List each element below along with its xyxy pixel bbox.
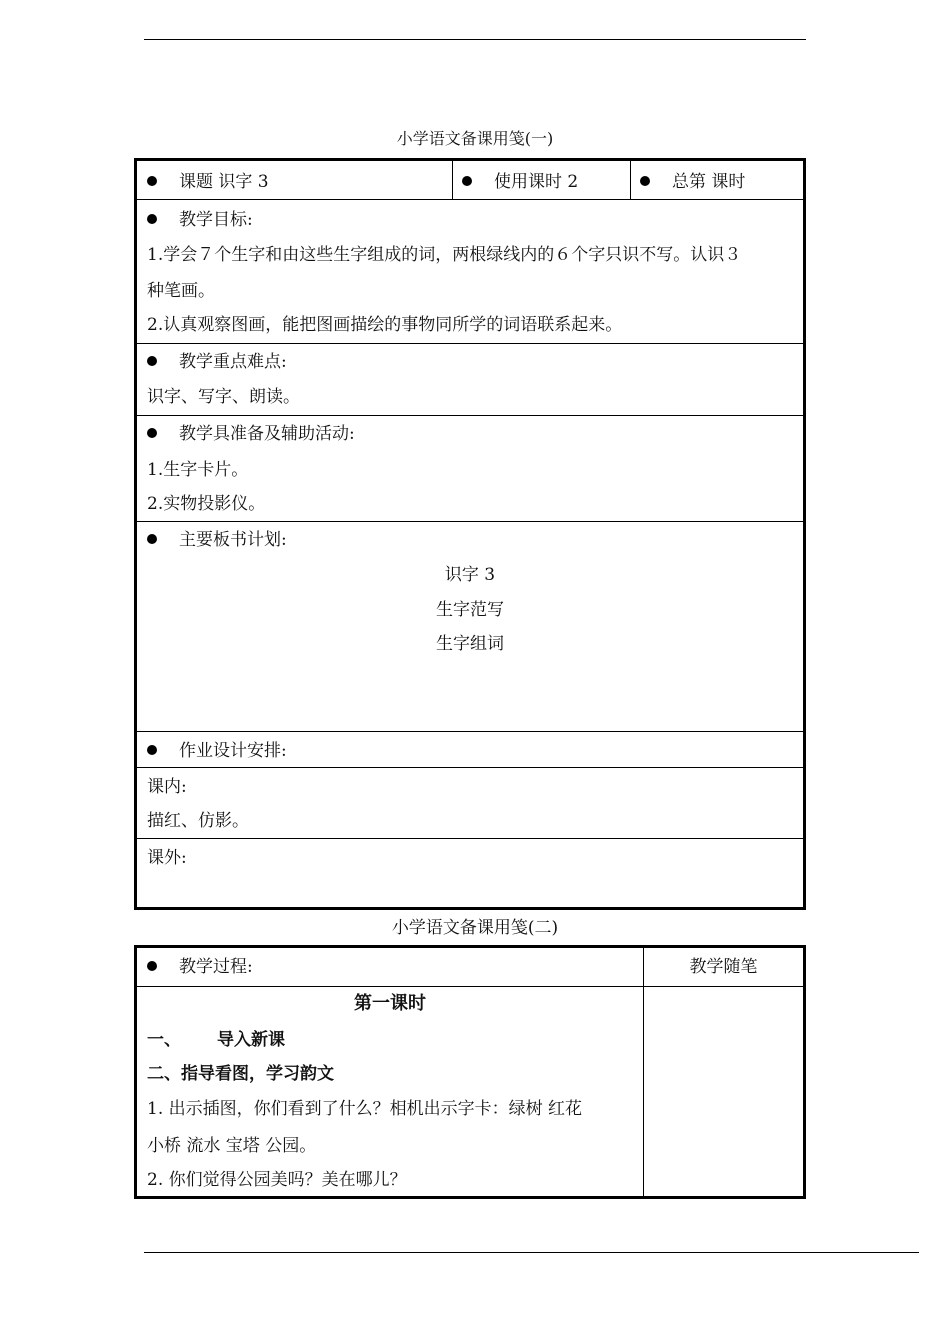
process-header-row <box>137 948 803 986</box>
preparation-section <box>137 415 803 521</box>
bullet-icon <box>147 356 157 366</box>
process-line: 2. 你们觉得公园美吗？美在哪儿？ <box>147 1170 407 1190</box>
page-caption-2: 小学语文备课用笺(二) <box>391 918 559 938</box>
notes-heading: 教学随笔 <box>689 957 758 977</box>
total-hours-label: 总第 课时 <box>672 172 746 192</box>
board-line: 生字组词 <box>436 634 504 654</box>
step-two-heading: 二、指导看图，学习韵文 <box>147 1064 334 1084</box>
bullet-icon <box>147 214 157 224</box>
footer-rule <box>144 1252 919 1253</box>
preparation-item: 2.实物投影仪。 <box>147 494 266 514</box>
out-class-label: 课外: <box>147 848 187 868</box>
process-body <box>137 986 803 1196</box>
preparation-item: 1.生字卡片。 <box>147 460 249 480</box>
lesson-title-label: 课题 识字 3 <box>179 172 269 192</box>
process-line: 小桥 流水 宝塔 公园。 <box>147 1136 317 1156</box>
class-hours-label: 使用课时 2 <box>494 172 579 192</box>
process-line: 1. 出示插图，你们看到了什么？相机出示字卡：绿树 红花 <box>147 1099 583 1119</box>
goal-line: 2.认真观察图画，能把图画描绘的事物同所学的词语联系起来。 <box>147 315 623 335</box>
key-points-heading: 教学重点难点: <box>179 352 287 372</box>
board-plan-section <box>137 521 803 731</box>
goals-section <box>137 199 803 343</box>
lesson-plan-table <box>134 158 806 910</box>
header-rule <box>144 39 806 40</box>
in-class-text: 描红、仿影。 <box>147 811 249 831</box>
in-class-section <box>137 767 803 838</box>
homework-section <box>137 731 803 767</box>
homework-heading: 作业设计安排: <box>179 741 287 761</box>
bullet-icon <box>640 176 650 186</box>
title-row <box>137 161 803 199</box>
goals-heading: 教学目标: <box>179 210 253 230</box>
page-caption-1: 小学语文备课用笺(一) <box>396 129 554 148</box>
goal-line: 种笔画。 <box>147 281 215 301</box>
teaching-process-table <box>134 945 806 1199</box>
in-class-label: 课内: <box>147 777 187 797</box>
step-one-number: 一、 <box>147 1030 181 1050</box>
out-class-section <box>137 838 803 907</box>
bullet-icon <box>147 176 157 186</box>
lesson-period-title: 第一课时 <box>354 993 426 1014</box>
key-points-section <box>137 343 803 415</box>
preparation-heading: 教学具准备及辅助活动: <box>179 424 355 444</box>
step-one-text: 导入新课 <box>217 1030 285 1050</box>
process-heading: 教学过程: <box>179 957 253 977</box>
bullet-icon <box>147 961 157 971</box>
bullet-icon <box>147 534 157 544</box>
bullet-icon <box>147 745 157 755</box>
bullet-icon <box>462 176 472 186</box>
key-points-text: 识字、写字、朗读。 <box>147 387 300 407</box>
bullet-icon <box>147 428 157 438</box>
board-plan-heading: 主要板书计划: <box>179 530 287 550</box>
goal-line: 1.学会７个生字和由这些生字组成的词，两根绿线内的６个字只识不写。认识３ <box>147 245 742 265</box>
board-line: 生字范写 <box>436 600 504 620</box>
board-line: 识字 3 <box>444 565 496 585</box>
